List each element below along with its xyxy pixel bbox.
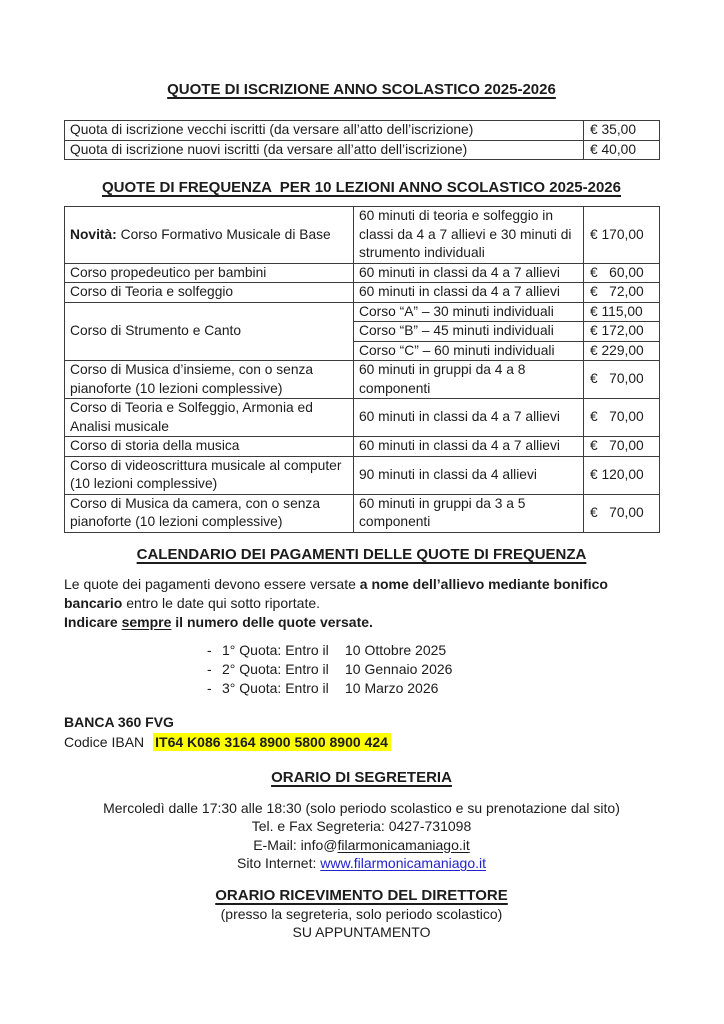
course-cell: Corso di videoscrittura musicale al computer (10 lezioni complessive): [65, 456, 354, 494]
intro-underlined-word: sempre: [121, 613, 172, 630]
installment-date: 10 Marzo 2026: [345, 679, 439, 696]
course-cell: [65, 207, 354, 264]
secretary-email-line: [64, 836, 659, 855]
secretary-site-line: [64, 854, 659, 873]
description-cell: 60 minuti in classi da 4 a 7 allievi: [354, 437, 584, 457]
course-cell: Corso di Strumento e Canto: [65, 302, 354, 361]
heading-segreteria: ORARIO DI SEGRETERIA: [271, 768, 452, 786]
table-row: [65, 494, 660, 532]
course-cell: Corso di storia della musica: [65, 437, 354, 457]
installment-label: 3° Quota: Entro il: [222, 679, 329, 696]
list-item: [207, 660, 659, 679]
novita-label: Novità:: [70, 226, 117, 242]
description-cell: Corso “B” – 45 minuti individuali: [354, 322, 584, 342]
table-row: [65, 121, 660, 141]
price-cell: € 170,00: [584, 207, 660, 264]
table-row: [65, 207, 660, 264]
iban-label: Codice IBAN: [64, 733, 145, 750]
secretary-phone: Tel. e Fax Segreteria: 0427-731098: [251, 818, 472, 834]
table-row: [65, 456, 660, 494]
installment-date: 10 Gennaio 2026: [345, 660, 453, 677]
price-cell: € 60,00: [584, 263, 660, 283]
heading-direttore: ORARIO RICEVIMENTO DEL DIRETTORE: [215, 886, 508, 904]
course-cell: Corso di Musica d’insieme, con o senza pianoforte (10 lezioni complessive): [65, 361, 354, 399]
course-cell: Corso di Teoria e Solfeggio, Armonia ed Analisi musicale: [65, 399, 354, 437]
intro-text: entro le date qui sotto riportate.: [122, 594, 321, 611]
intro-bold-text: a nome dell’allievo mediante bonifico bancario: [64, 575, 608, 611]
list-item: [207, 641, 659, 660]
table-row: [65, 399, 660, 437]
price-cell: € 72,00: [584, 283, 660, 303]
price-cell: € 70,00: [584, 399, 660, 437]
website-link[interactable]: www.filarmonicamaniago.it: [320, 855, 486, 871]
enrollment-table: [64, 120, 660, 160]
payments-intro: [64, 575, 661, 632]
table-row: [65, 263, 660, 283]
heading-calendario: CALENDARIO DEI PAGAMENTI DELLE QUOTE DI FREQUENZA: [136, 545, 587, 563]
description-cell: 60 minuti in classi da 4 a 7 allievi: [354, 263, 584, 283]
bullet: -: [207, 641, 212, 658]
price-cell: € 70,00: [584, 361, 660, 399]
bank-name: BANCA 360 FVG: [64, 713, 174, 730]
list-item: [207, 679, 659, 698]
intro-line2: [64, 613, 661, 632]
description-cell: 60 minuti in gruppi da 3 a 5 componenti: [354, 494, 584, 532]
course-name: Corso Formativo Musicale di Base: [116, 226, 331, 242]
table-row: [65, 437, 660, 457]
description-cell: 60 minuti di teoria e solfeggio in classi da 4 a 7 allievi e 30 minuti di strumento individuali: [354, 207, 584, 264]
description-cell: 60 minuti in gruppi da 4 a 8 componenti: [354, 361, 584, 399]
table-row: [65, 140, 660, 160]
email-user: info@: [300, 836, 338, 853]
secretary-hours: Mercoledì dalle 17:30 alle 18:30 (solo periodo scolastico e su prenotazione dal sito): [103, 799, 620, 816]
price-cell: € 229,00: [584, 341, 660, 361]
table-row: [65, 361, 660, 399]
price-cell: € 40,00: [584, 140, 660, 160]
heading-iscrizione: QUOTE DI ISCRIZIONE ANNO SCOLASTICO 2025-2026: [167, 81, 556, 98]
price-cell: € 120,00: [584, 456, 660, 494]
heading-frequenza: QUOTE DI FREQUENZA PER 10 LEZIONI ANNO SCOLASTICO 2025-2026: [102, 179, 621, 196]
email-domain: filarmonicamaniago.it: [337, 836, 470, 853]
course-cell: Corso di Teoria e solfeggio: [65, 283, 354, 303]
director-appointment: SU APPUNTAMENTO: [292, 924, 431, 940]
course-cell: Corso di Musica da camera, con o senza pianoforte (10 lezioni complessive): [65, 494, 354, 532]
installment-label: 2° Quota: Entro il: [222, 660, 329, 677]
installment-label: 1° Quota: Entro il: [222, 641, 329, 658]
iban-row: [64, 733, 659, 752]
email-label: E-Mail:: [253, 836, 301, 853]
intro-text: Le quote dei pagamenti devono essere versate: [64, 575, 360, 592]
description-cell: 60 minuti in classi da 4 a 7 allievi: [354, 399, 584, 437]
bank-info: [64, 713, 659, 752]
intro-bold-text: Indicare: [64, 613, 122, 630]
price-cell: € 115,00: [584, 302, 660, 322]
description-cell: 60 minuti in classi da 4 a 7 allievi: [354, 283, 584, 303]
price-cell: € 70,00: [584, 437, 660, 457]
bullet: -: [207, 679, 212, 696]
description-cell: Corso “C” – 60 minuti individuali: [354, 341, 584, 361]
site-label: Sito Internet:: [236, 855, 321, 871]
price-cell: € 70,00: [584, 494, 660, 532]
price-cell: € 172,00: [584, 322, 660, 342]
enrollment-label-cell: Quota di iscrizione vecchi iscritti (da versare all’atto dell’iscrizione): [65, 121, 584, 141]
intro-bold-text: il numero delle quote versate.: [171, 613, 373, 630]
course-cell: Corso propedeutico per bambini: [65, 263, 354, 283]
email-link[interactable]: [301, 837, 470, 853]
description-cell: 90 minuti in classi da 4 allievi: [354, 456, 584, 494]
iban-value-highlighted: IT64 K086 3164 8900 5800 8900 424: [153, 733, 391, 751]
installment-date: 10 Ottobre 2025: [345, 641, 447, 658]
fees-table: [64, 206, 660, 533]
installments-list: [207, 641, 659, 698]
bullet: -: [207, 660, 212, 677]
director-note: (presso la segreteria, solo periodo scolastico): [220, 905, 503, 922]
enrollment-label-cell: Quota di iscrizione nuovi iscritti (da versare all’atto dell’iscrizione): [65, 140, 584, 160]
price-cell: € 35,00: [584, 121, 660, 141]
table-row: [65, 302, 660, 322]
description-cell: Corso “A” – 30 minuti individuali: [354, 302, 584, 322]
table-row: [65, 283, 660, 303]
